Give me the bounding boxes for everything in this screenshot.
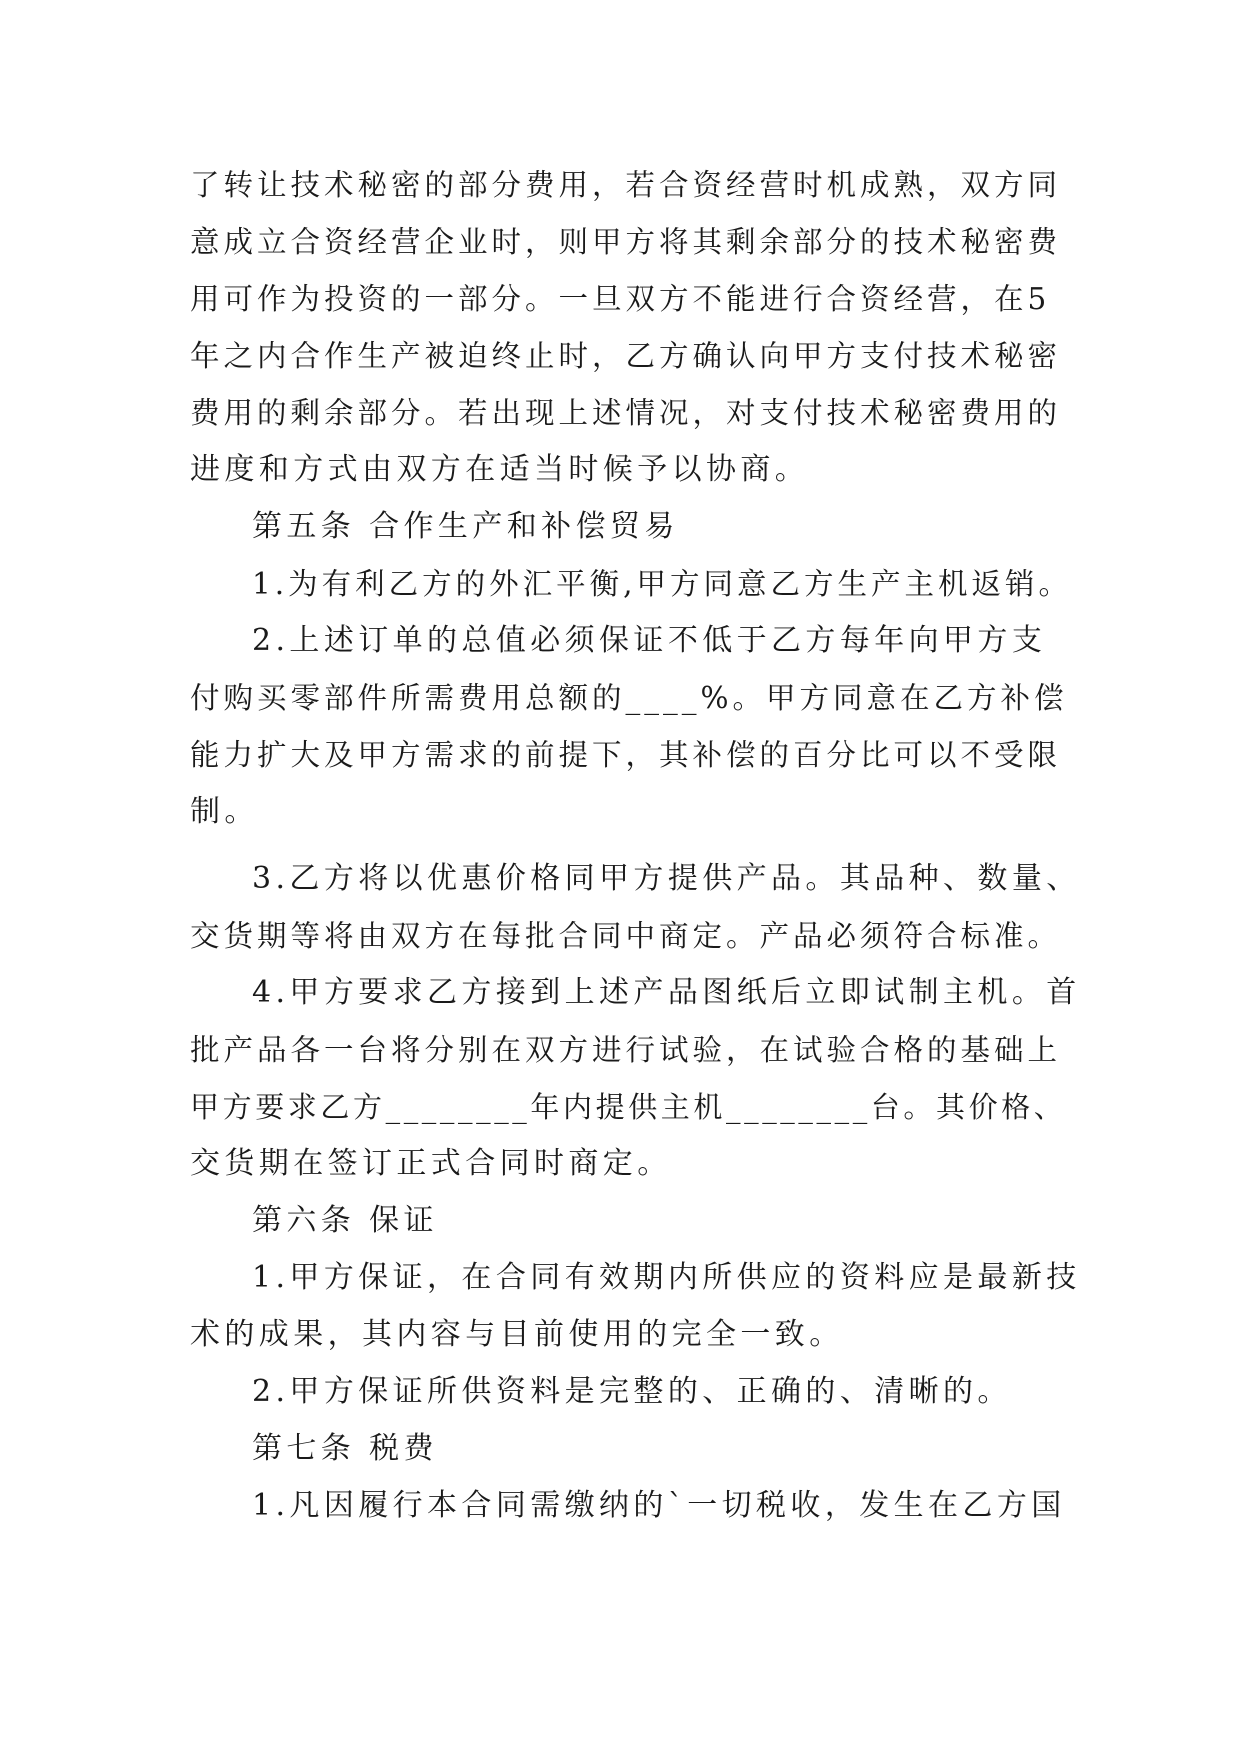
body-text-line: 术的成果，其内容与目前使用的完全一致。 bbox=[190, 1317, 844, 1352]
article-heading: 第五条 合作生产和补偿贸易 bbox=[252, 509, 679, 544]
body-text-line: 交货期在签订正式合同时商定。 bbox=[190, 1146, 672, 1181]
body-text-line: 批产品各一台将分别在双方进行试验，在试验合格的基础上 bbox=[190, 1033, 1062, 1067]
clause-line: 1.甲方保证，在合同有效期内所供应的资料应是最新技 bbox=[252, 1260, 1081, 1295]
clause-line: 4.甲方要求乙方接到上述产品图纸后立即试制主机。首 bbox=[252, 975, 1081, 1010]
body-text-line: 进度和方式由双方在适当时候予以协商。 bbox=[190, 452, 810, 487]
body-text-line: 甲方要求乙方________年内提供主机________台。其价格、 bbox=[190, 1090, 1067, 1124]
clause-line: 3.乙方将以优惠价格同甲方提供产品。其品种、数量、 bbox=[252, 861, 1081, 896]
body-text-line: 意成立合资经营企业时，则甲方将其剩余部分的技术秘密费 bbox=[190, 225, 1062, 259]
body-text-line: 费用的剩余部分。若出现上述情况，对支付技术秘密费用的 bbox=[190, 396, 1062, 430]
body-text-line: 制。 bbox=[190, 794, 259, 829]
body-text-line: 付购买零部件所需费用总额的____%。甲方同意在乙方补偿 bbox=[190, 681, 1068, 715]
body-text-line: 能力扩大及甲方需求的前提下，其补偿的百分比可以不受限 bbox=[190, 738, 1062, 772]
body-text-line: 用可作为投资的一部分。一旦双方不能进行合资经营，在5 bbox=[190, 282, 1051, 316]
clause-line: 2.上述订单的总值必须保证不低于乙方每年向甲方支 bbox=[252, 623, 1047, 658]
article-heading: 第七条 税费 bbox=[252, 1431, 438, 1466]
body-text-line: 交货期等将由双方在每批合同中商定。产品必须符合标准。 bbox=[190, 919, 1062, 953]
article-heading: 第六条 保证 bbox=[252, 1203, 438, 1238]
clause-line: 1.为有利乙方的外汇平衡,甲方同意乙方生产主机返销。 bbox=[252, 567, 1073, 601]
body-text-line: 年之内合作生产被迫终止时，乙方确认向甲方支付技术秘密 bbox=[190, 339, 1062, 373]
clause-line: 1.凡因履行本合同需缴纳的`一切税收，发生在乙方国 bbox=[252, 1488, 1066, 1523]
clause-line: 2.甲方保证所供资料是完整的、正确的、清晰的。 bbox=[252, 1374, 1012, 1409]
body-text-line: 了转让技术秘密的部分费用，若合资经营时机成熟，双方同 bbox=[190, 168, 1062, 202]
